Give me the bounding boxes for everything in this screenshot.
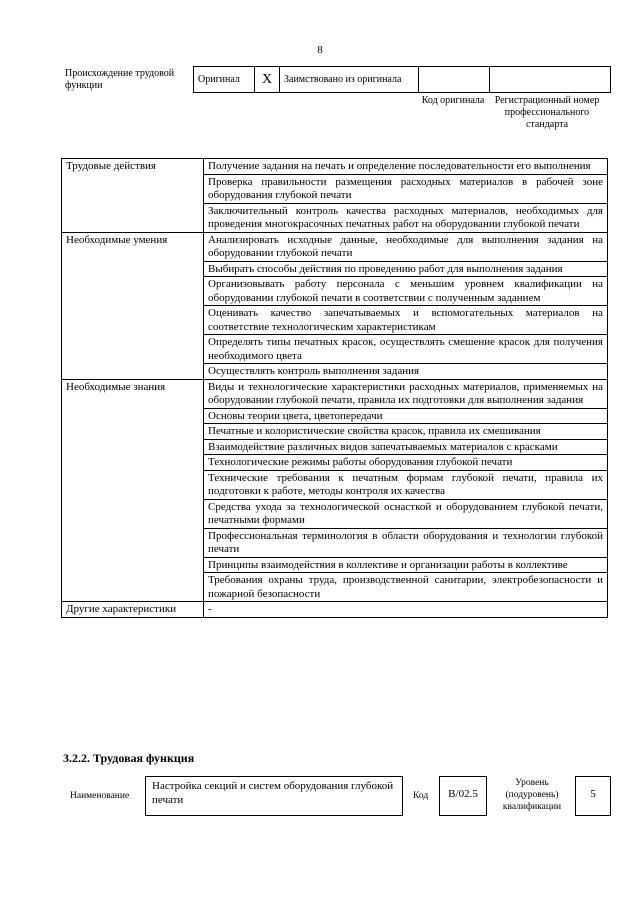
name-label: Наименование xyxy=(70,791,130,801)
category-skills: Необходимые умения xyxy=(62,232,204,379)
list-item: Осуществлять контроль выполнения задания xyxy=(204,364,608,380)
list-item: Технологические режимы работы оборудования глубокой печати xyxy=(204,455,608,471)
category-knowledge: Необходимые знания xyxy=(62,379,204,602)
reg-caption: Регистрационный номер профессионального стандарта xyxy=(494,95,600,130)
table-row xyxy=(62,232,608,261)
category-other: Другие характеристики xyxy=(62,602,204,618)
origin-reg-cell xyxy=(490,67,611,93)
table-row xyxy=(62,379,608,408)
list-item: Печатные и колористические свойства красок, правила их смешивания xyxy=(204,424,608,440)
origin-code-cell xyxy=(419,67,490,93)
origin-mark-cell: X xyxy=(255,67,280,93)
list-item: Заключительный контроль качества расходных материалов, необходимых для проведения многокрасочных печатных работ на оборудовании глубокой печати xyxy=(204,203,608,232)
list-item: Выбирать способы действия по проведению работ для выполнения задания xyxy=(204,261,608,277)
list-item: Основы теории цвета, цветопередачи xyxy=(204,408,608,424)
level-label: Уровень (подуровень) квалификации xyxy=(502,778,562,812)
name-value: Настройка секций и систем оборудования глубокой печати xyxy=(145,776,403,816)
code-value: В/02.5 xyxy=(439,776,487,816)
list-item: Требования охраны труда, производственной санитарии, электробезопасности и пожарной безопасности xyxy=(204,573,608,602)
list-item: Организовывать работу персонала с меньшим уровнем квалификации на оборудовании глубокой печати в соответствии с полученным заданием xyxy=(204,277,608,306)
origin-table xyxy=(193,66,611,93)
function-table xyxy=(61,158,608,618)
list-item: Анализировать исходные данные, необходимые для выполнения задания на оборудовании глубокой печати xyxy=(204,232,608,261)
table-row xyxy=(62,159,608,175)
list-item: Взаимодействие различных видов запечатываемых материалов с красками xyxy=(204,439,608,455)
list-item: Принципы взаимодействия в коллективе и организации работы в коллективе xyxy=(204,557,608,573)
origin-borrowed-cell: Заимствовано из оригинала xyxy=(280,67,419,93)
list-item: Получение задания на печать и определение последовательности его выполнения xyxy=(204,159,608,175)
list-item: Определять типы печатных красок, осуществлять смешение красок для получения необходимого цвета xyxy=(204,335,608,364)
section-title: 3.2.2. Трудовая функция xyxy=(63,751,195,765)
category-labor-actions: Трудовые действия xyxy=(62,159,204,233)
list-item: Оценивать качество запечатываемых и вспомогательных материалов на соответствие технологическим характеристикам xyxy=(204,306,608,335)
code-label: Код xyxy=(413,791,429,801)
other-value: - xyxy=(204,602,608,618)
level-value: 5 xyxy=(575,776,611,816)
page-number: 8 xyxy=(317,44,323,56)
origin-label: Происхождение трудовой функции xyxy=(65,68,175,91)
list-item: Профессиональная терминология в области оборудования и технологии глубокой печати xyxy=(204,528,608,557)
list-item: Технические требования к печатным формам глубокой печати, правила их подготовки к работе, методы контроля их качества xyxy=(204,470,608,499)
list-item: Проверка правильности размещения расходных материалов в рабочей зоне оборудования глубокой печати xyxy=(204,174,608,203)
origin-original-cell: Оригинал xyxy=(194,67,255,93)
list-item: Средства ухода за технологической оснасткой и оборудованием глубокой печати, печатными формами xyxy=(204,499,608,528)
list-item: Виды и технологические характеристики расходных материалов, применяемых на оборудовании глубокой печати, правила их подготовки для выполнения задания xyxy=(204,379,608,408)
code-caption: Код оригинала xyxy=(421,95,485,106)
table-row xyxy=(62,602,608,618)
